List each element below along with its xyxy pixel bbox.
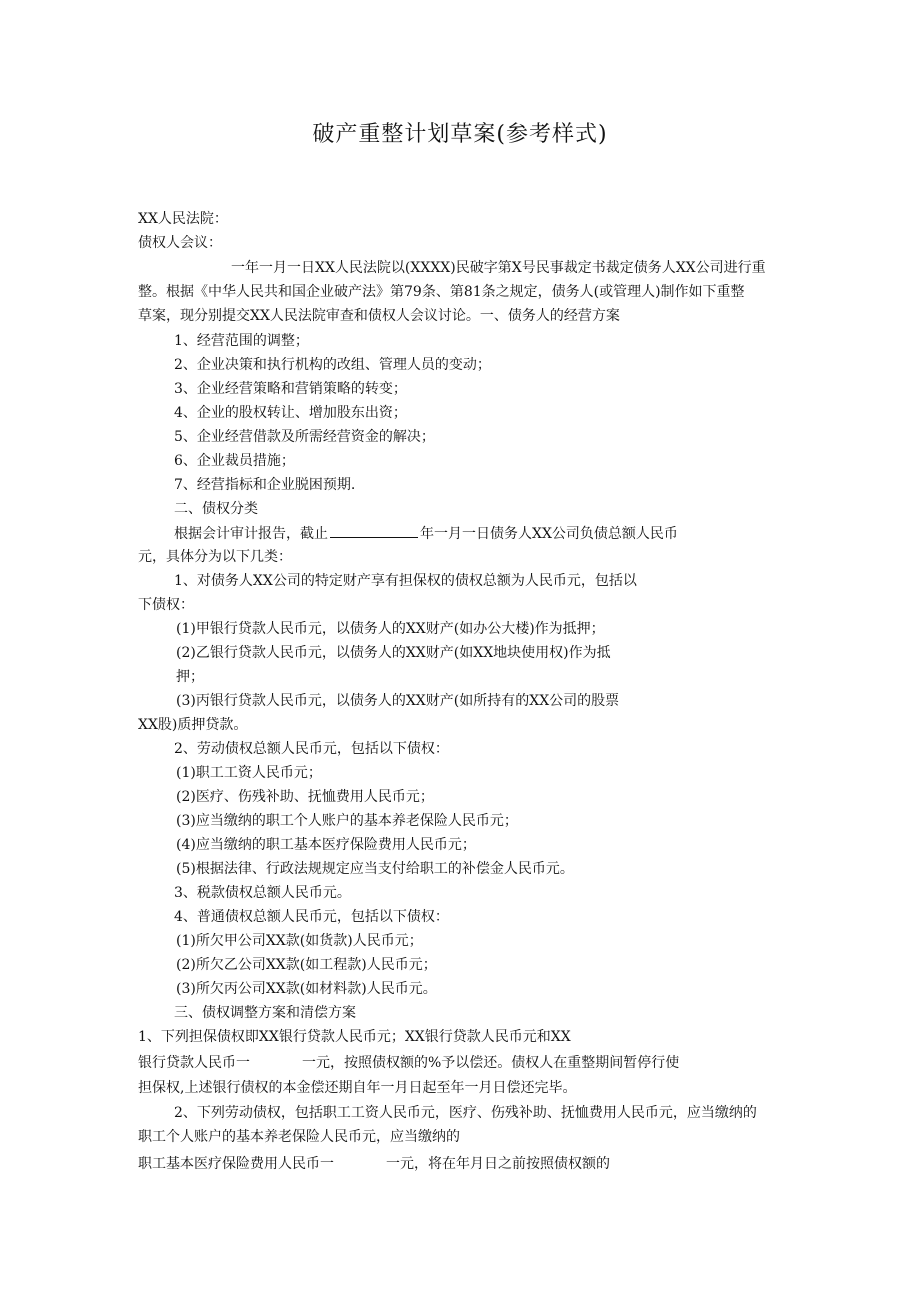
- adjustment-line: 职工个人账户的基本养老保险人民币元，应当缴纳的: [138, 1129, 460, 1145]
- general-claim-item: (3)所欠丙公司XX款(如材料款)人民币元。: [176, 981, 437, 997]
- claim-category-secured-cont: 下债权：: [138, 597, 194, 613]
- claims-intro-cont: 元，具体分为以下几类：: [138, 549, 292, 565]
- operation-item: 6、企业裁员措施；: [174, 453, 295, 469]
- operation-item: 7、经营指标和企业脱困预期.: [174, 477, 356, 493]
- adjustment-line: [138, 1054, 679, 1072]
- document-title: 破产重整计划草案(参考样式): [312, 122, 608, 147]
- intro-line: 草案，现分别提交XX人民法院审查和债权人会议讨论。一、债务人的经营方案: [138, 308, 620, 324]
- secured-claim-item: (3)丙银行贷款人民币元，以债务人的XX财产(如所持有的XX公司的股票: [176, 693, 620, 709]
- adjustment-line: 1、下列担保债权即XX银行贷款人民币元；XX银行贷款人民币元和XX: [138, 1029, 571, 1045]
- general-claim-item: (1)所欠甲公司XX款(如货款)人民币元；: [176, 933, 423, 949]
- operation-item: 5、企业经营借款及所需经营资金的解决；: [174, 429, 435, 445]
- labor-claim-item: (5)根据法律、行政法规规定应当支付给职工的补偿金人民币元。: [176, 861, 574, 877]
- section-heading-claims: 二、债权分类: [174, 501, 258, 517]
- intro-line: 整。根据《中华人民共和国企业破产法》第79条、第81条之规定，债务人(或管理人)制作如下重整: [138, 284, 745, 300]
- operation-item: 2、企业决策和执行机构的改组、管理人员的变动；: [174, 357, 491, 373]
- labor-claim-item: (4)应当缴纳的职工基本医疗保险费用人民币元；: [176, 837, 476, 853]
- date-blank: [330, 524, 418, 538]
- claims-intro: [174, 524, 678, 543]
- operation-item: 3、企业经营策略和营销策略的转变；: [174, 381, 407, 397]
- addressee-court: XX人民法院：: [138, 211, 228, 227]
- adjustment-line: 2、下列劳动债权，包括职工工资人民币元，医疗、伤残补助、抚恤费用人民币元，应当缴纳的: [174, 1105, 757, 1121]
- addressee-creditors: 债权人会议：: [138, 235, 222, 251]
- labor-claim-item: (3)应当缴纳的职工个人账户的基本养老保险人民币元；: [176, 813, 518, 829]
- claim-category-general: 4、普通债权总额人民币元，包括以下债权：: [174, 909, 449, 925]
- adjustment-line: [138, 1155, 610, 1173]
- secured-claim-item: (2)乙银行贷款人民币元，以债务人的XX财产(如XX地块使用权)作为抵: [176, 645, 611, 661]
- secured-claim-item-cont: 押；: [176, 669, 204, 685]
- general-claim-item: (2)所欠乙公司XX款(如工程款)人民币元；: [176, 957, 437, 973]
- adjustment-text: 银行贷款人民币一: [138, 1055, 250, 1071]
- operation-item: 1、经营范围的调整；: [174, 333, 309, 349]
- claims-intro-text: 根据会计审计报告，截止: [174, 526, 328, 542]
- labor-claim-item: (2)医疗、伤残补助、抚恤费用人民币元；: [176, 789, 434, 805]
- intro-line: 一年一月一日XX人民法院以(XXXX)民破字第X号民事裁定书裁定债务人XX公司进行重: [231, 260, 766, 276]
- claims-intro-text: 年一月一日债务人XX公司负债总额人民币: [420, 526, 678, 542]
- operation-item: 4、企业的股权转让、增加股东出资；: [174, 405, 407, 421]
- adjustment-text: 一元，将在年月日之前按照债权额的: [386, 1156, 610, 1172]
- secured-claim-item: (1)甲银行贷款人民币元，以债务人的XX财产(如办公大楼)作为抵押；: [176, 621, 605, 637]
- adjustment-text: 职工基本医疗保险费用人民币一: [138, 1156, 334, 1172]
- section-heading-adjustment: 三、债权调整方案和清偿方案: [174, 1005, 356, 1021]
- labor-claim-item: (1)职工工资人民币元；: [176, 765, 322, 781]
- claim-category-tax: 3、税款债权总额人民币元。: [174, 885, 351, 901]
- adjustment-line: 担保权,上述银行债权的本金偿还期自年一月日起至年一月日偿还完毕。: [138, 1080, 577, 1096]
- secured-claim-item-cont: XX股)质押贷款。: [138, 717, 248, 733]
- adjustment-text: 一元，按照债权额的%予以偿还。债权人在重整期间暂停行使: [302, 1055, 680, 1071]
- claim-category-secured: 1、对债务人XX公司的特定财产享有担保权的债权总额为人民币元，包括以: [174, 573, 637, 589]
- claim-category-labor: 2、劳动债权总额人民币元，包括以下债权：: [174, 741, 449, 757]
